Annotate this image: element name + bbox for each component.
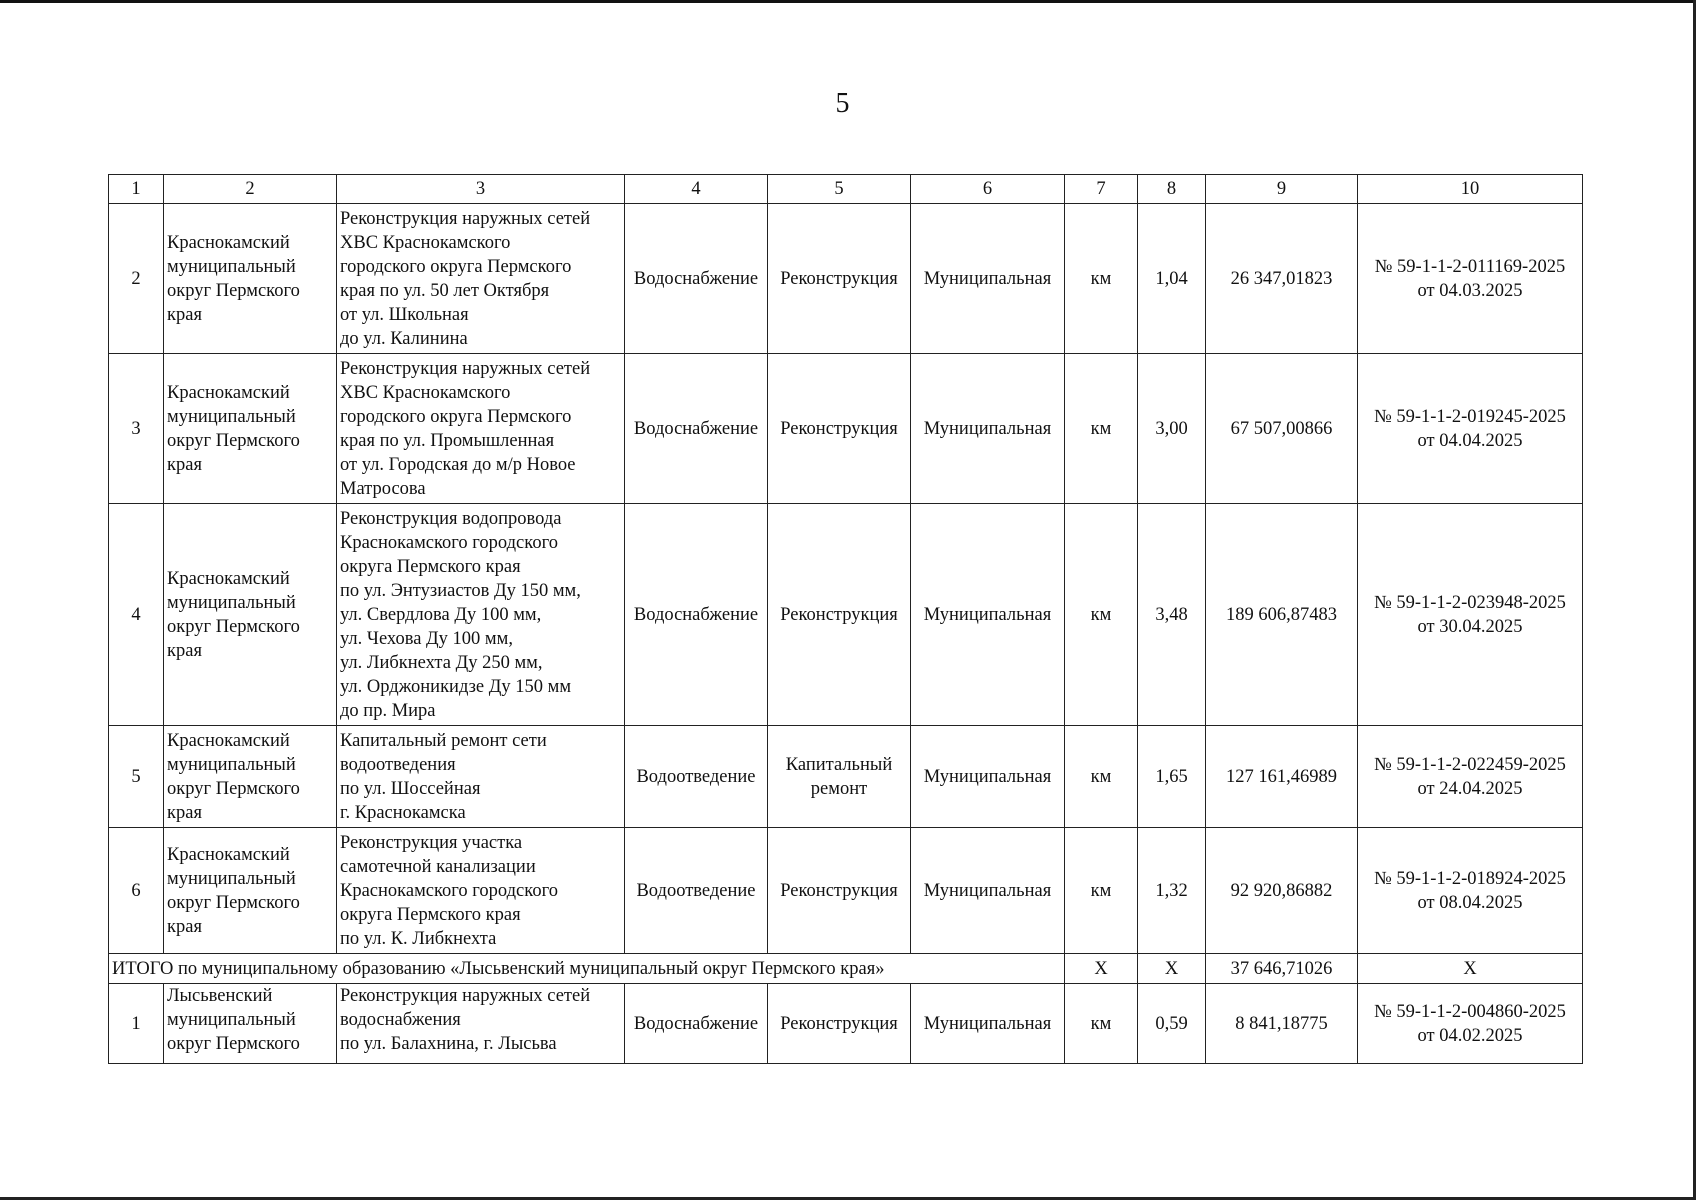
table-row	[109, 504, 1583, 726]
permit-cell: № 59-1-1-2-023948-2025 от 30.04.2025	[1358, 504, 1583, 726]
sector-cell: Водоотведение	[625, 828, 768, 954]
sector-cell: Водоотведение	[625, 726, 768, 828]
object-cell: Реконструкция наружных сетей водоснабжения по ул. Балахнина, г. Лысьва	[337, 984, 625, 1064]
permit-cell: № 59-1-1-2-022459-2025 от 24.04.2025	[1358, 726, 1583, 828]
sector-cell: Водоснабжение	[625, 984, 768, 1064]
object-cell: Реконструкция наружных сетей ХВС Краснокамского городского округа Пермского края по ул. 50 лет Октября от ул. Школьная до ул. Калинина	[337, 204, 625, 354]
header-cell: 9	[1206, 175, 1358, 204]
unit-cell: км	[1065, 726, 1138, 828]
work-type-cell: Реконструкция	[768, 828, 911, 954]
length-cell: 1,32	[1138, 828, 1206, 954]
ownership-cell: Муниципальная	[911, 828, 1065, 954]
object-cell: Капитальный ремонт сети водоотведения по ул. Шоссейная г. Краснокамска	[337, 726, 625, 828]
row-number: 4	[109, 504, 164, 726]
length-cell: 1,65	[1138, 726, 1206, 828]
ownership-cell: Муниципальная	[911, 726, 1065, 828]
row-number: 2	[109, 204, 164, 354]
length-cell: 3,00	[1138, 354, 1206, 504]
permit-cell: № 59-1-1-2-011169-2025 от 04.03.2025	[1358, 204, 1583, 354]
row-number: 1	[109, 984, 164, 1064]
municipality-cell: Краснокамский муниципальный округ Пермского края	[164, 726, 337, 828]
top-border	[0, 0, 1696, 3]
row-number: 6	[109, 828, 164, 954]
work-type-cell: Реконструкция	[768, 504, 911, 726]
unit-cell: км	[1065, 828, 1138, 954]
municipality-cell: Краснокамский муниципальный округ Пермского края	[164, 204, 337, 354]
header-cell: 4	[625, 175, 768, 204]
ownership-cell: Муниципальная	[911, 984, 1065, 1064]
header-cell: 8	[1138, 175, 1206, 204]
row-number: 5	[109, 726, 164, 828]
municipality-cell: Краснокамский муниципальный округ Пермского края	[164, 504, 337, 726]
cost-cell: 127 161,46989	[1206, 726, 1358, 828]
total-cost: 37 646,71026	[1206, 954, 1358, 984]
header-cell: 2	[164, 175, 337, 204]
sector-cell: Водоснабжение	[625, 354, 768, 504]
table-row	[109, 828, 1583, 954]
sector-cell: Водоснабжение	[625, 204, 768, 354]
page-number: 5	[835, 88, 850, 119]
table-row	[109, 726, 1583, 828]
cost-cell: 189 606,87483	[1206, 504, 1358, 726]
table-row	[109, 354, 1583, 504]
work-type-cell: Капитальный ремонт	[768, 726, 911, 828]
cost-cell: 26 347,01823	[1206, 204, 1358, 354]
unit-cell: км	[1065, 984, 1138, 1064]
permit-cell: № 59-1-1-2-004860-2025 от 04.02.2025	[1358, 984, 1583, 1064]
cost-cell: 92 920,86882	[1206, 828, 1358, 954]
permit-cell: № 59-1-1-2-019245-2025 от 04.04.2025	[1358, 354, 1583, 504]
work-type-cell: Реконструкция	[768, 204, 911, 354]
sector-cell: Водоснабжение	[625, 504, 768, 726]
municipality-cell: Краснокамский муниципальный округ Пермского края	[164, 828, 337, 954]
object-cell: Реконструкция наружных сетей ХВС Краснокамского городского округа Пермского края по ул. Промышленная от ул. Городская до м/р Новое Матросова	[337, 354, 625, 504]
header-cell: 5	[768, 175, 911, 204]
unit-cell: км	[1065, 354, 1138, 504]
municipality-cell: Лысьвенский муниципальный округ Пермского	[164, 984, 337, 1064]
permit-cell: № 59-1-1-2-018924-2025 от 08.04.2025	[1358, 828, 1583, 954]
header-cell: 10	[1358, 175, 1583, 204]
object-cell: Реконструкция участка самотечной канализации Краснокамского городского округа Пермского края по ул. К. Либкнехта	[337, 828, 625, 954]
header-cell: 1	[109, 175, 164, 204]
length-cell: 1,04	[1138, 204, 1206, 354]
length-cell: 0,59	[1138, 984, 1206, 1064]
work-type-cell: Реконструкция	[768, 984, 911, 1064]
table-row	[109, 984, 1583, 1064]
row-number: 3	[109, 354, 164, 504]
table-header-row	[109, 175, 1583, 204]
total-col10: Х	[1358, 954, 1583, 984]
cost-cell: 67 507,00866	[1206, 354, 1358, 504]
municipality-cell: Краснокамский муниципальный округ Пермского края	[164, 354, 337, 504]
cost-cell: 8 841,18775	[1206, 984, 1358, 1064]
work-type-cell: Реконструкция	[768, 354, 911, 504]
total-col8: Х	[1138, 954, 1206, 984]
table-row	[109, 204, 1583, 354]
total-row	[109, 954, 1583, 984]
header-cell: 7	[1065, 175, 1138, 204]
total-label: ИТОГО по муниципальному образованию «Лысьвенский муниципальный округ Пермского края»	[109, 954, 1065, 984]
header-cell: 6	[911, 175, 1065, 204]
ownership-cell: Муниципальная	[911, 504, 1065, 726]
projects-table	[108, 174, 1583, 1064]
unit-cell: км	[1065, 204, 1138, 354]
ownership-cell: Муниципальная	[911, 204, 1065, 354]
length-cell: 3,48	[1138, 504, 1206, 726]
unit-cell: км	[1065, 504, 1138, 726]
object-cell: Реконструкция водопровода Краснокамского городского округа Пермского края по ул. Энтузиастов Ду 150 мм, ул. Свердлова Ду 100 мм, ул. Чехова Ду 100 мм, ул. Либкнехта Ду 250 мм, ул. Орджоникидзе Ду 150 мм до пр. Мира	[337, 504, 625, 726]
header-cell: 3	[337, 175, 625, 204]
ownership-cell: Муниципальная	[911, 354, 1065, 504]
total-col7: Х	[1065, 954, 1138, 984]
